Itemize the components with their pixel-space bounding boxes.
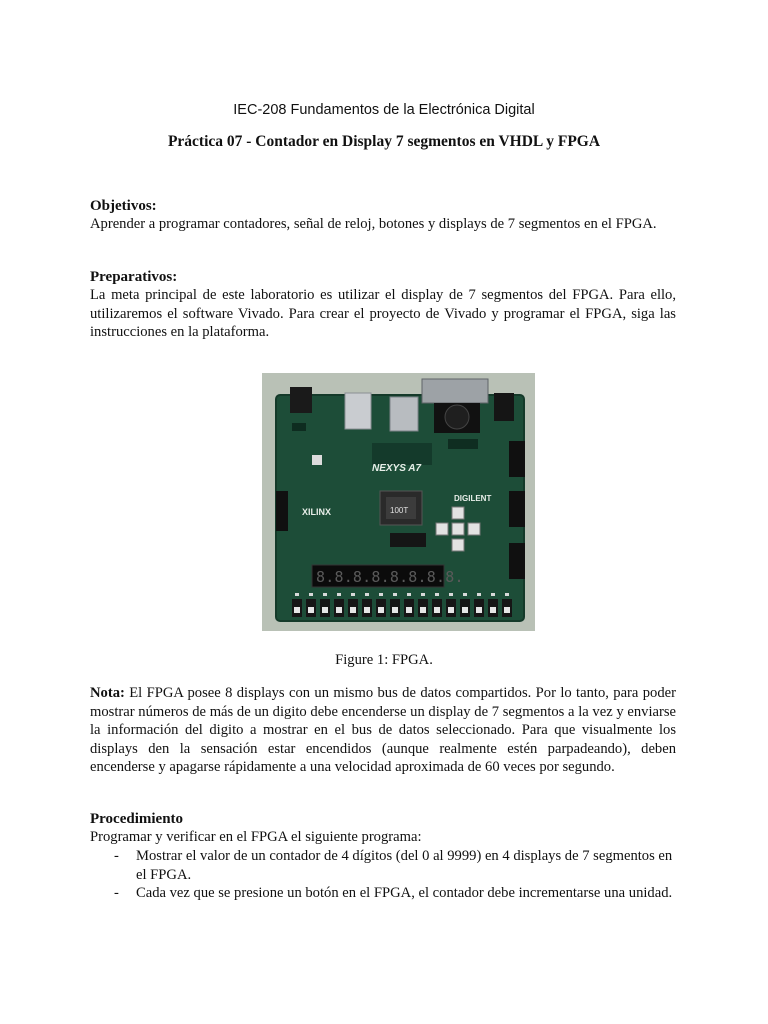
nota-text: El FPGA posee 8 displays con un mismo bus de datos compartidos. Por lo tanto, para poder mostrar números de más de un digito debe encenderse un display de 7 segmentos a la vez y enviarse la información del digito a mostrar en el bus de datos seleccionado. Para que visualmente los displays den la sensación estar encendidos (aunque realmente estén parpadeando), deben encenderse y apagarse rápidamente a una velocidad aproximada de 60 veces por segundo. [90,685,676,775]
list-item-text: Cada vez que se presione un botón en el FPGA, el contador debe incrementarse una unidad. [136,885,673,901]
fpga-board-photo [262,373,535,631]
course-name: IEC-208 Fundamentos de la Electrónica Digital [233,102,535,118]
board-name-label: NEXYS A7 [372,463,422,474]
xilinx-logo-text: XILINX [302,507,332,517]
objetivos-text: Aprender a programar contadores, señal de reloj, botones y displays de 7 segmentos en el FPGA. [90,216,657,232]
fpga-chip-label: 100T [390,506,409,515]
practice-title: Práctica 07 - Contador en Display 7 segmentos en VHDL y FPGA [167,133,601,150]
procedimiento-list [90,847,680,903]
preparativos-text: La meta principal de este laboratorio es utilizar el display de 7 segmentos del FPGA. Para ello, utilizaremos el software Vivado. Para crear el proyecto de Vivado y programar el FPGA, siga las instrucciones en la plataforma. [90,287,676,340]
list-item: - Mostrar el valor de un contador de 4 dígitos (del 0 al 9999) en 4 displays de 7 segmentos en el FPGA. [114,848,673,883]
nota-label: Nota: [90,685,125,701]
list-item-text: Mostrar el valor de un contador de 4 dígitos (del 0 al 9999) en 4 displays de 7 segmentos en el FPGA. [136,848,673,883]
procedimiento-intro: Programar y verificar en el FPGA el siguiente programa: [90,829,422,845]
seven-segment-display: 8.8.8.8.8.8.8.8. [316,568,464,586]
figure-caption: Figure 1: FPGA. [335,652,433,668]
nota-paragraph [90,684,676,777]
list-item: - Cada vez que se presione un botón en el FPGA, el contador debe incrementarse una unidad. [114,885,673,901]
objetivos-heading: Objetivos: [90,198,157,214]
procedimiento-heading: Procedimiento [90,811,184,827]
preparativos-heading: Preparativos: [90,269,178,285]
digilent-logo-text: DIGILENT [454,494,492,503]
